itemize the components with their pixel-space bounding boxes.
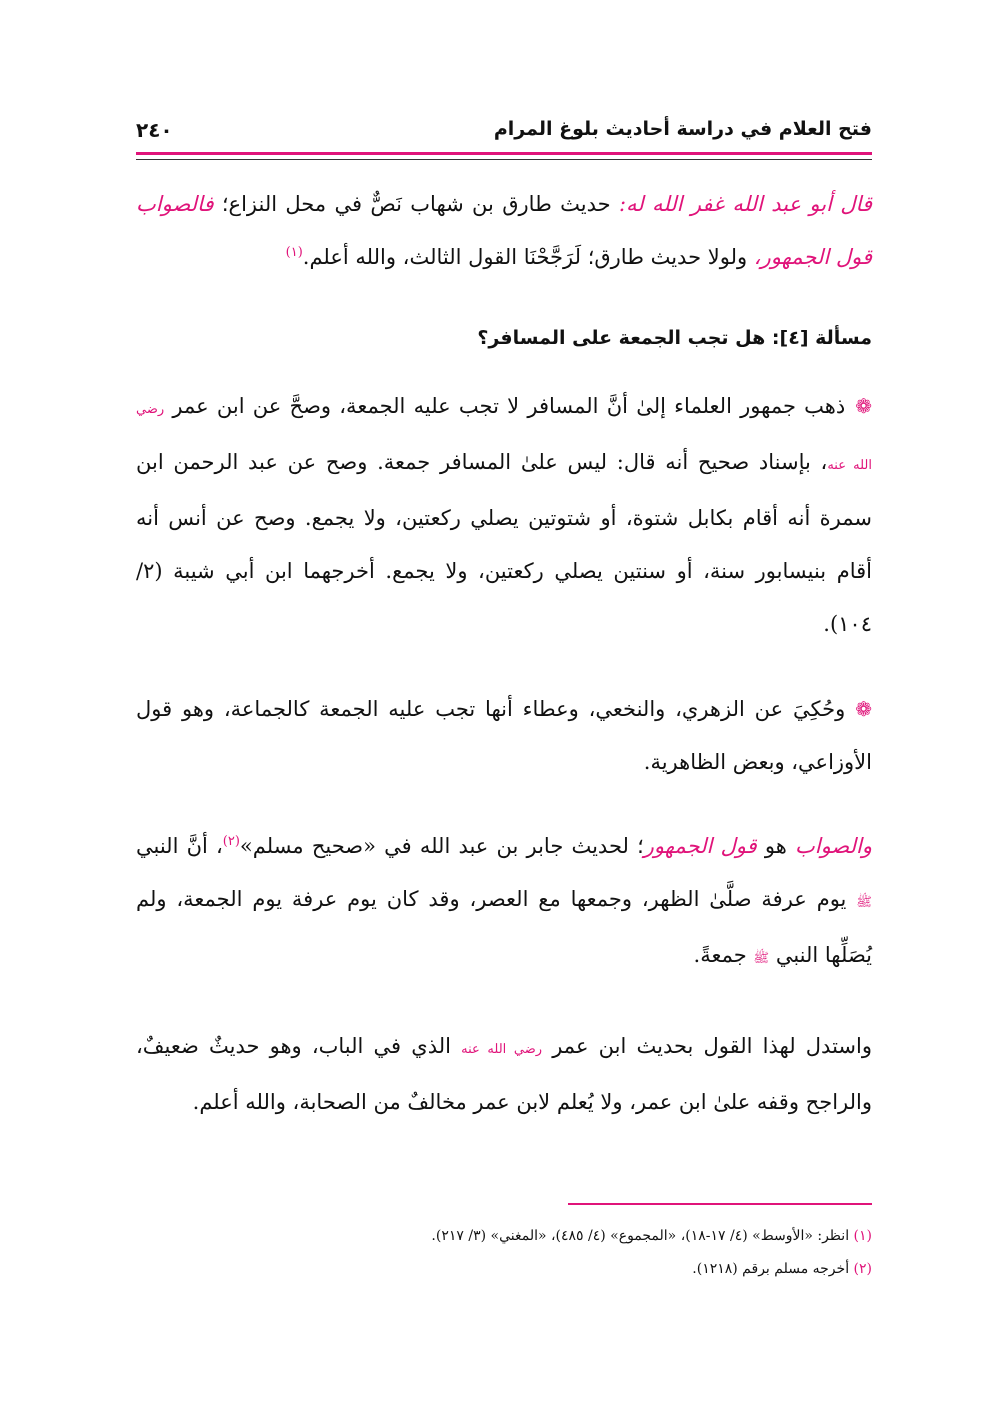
- p4-text-3: ، أنَّ النبي: [136, 834, 223, 858]
- honorific-radiallahu: رضي الله عنه: [461, 1042, 543, 1057]
- running-header: [136, 118, 872, 152]
- p3-text: وحُكِيَ عن الزهري، والنخعي، وعطاء أنها تجب عليه الجمعة كالجماعة، وهو قول الأوزاعي، وبعض الظاهرية.: [136, 697, 872, 774]
- footnote-number: (١): [853, 1228, 872, 1244]
- p4-text-4: يوم عرفة صلَّىٰ الظهر، وجمعها مع العصر، وقد كان يوم عرفة يوم الجمعة، ولم يُصَلِّها النبي: [136, 887, 872, 967]
- footnote-separator: [568, 1203, 872, 1205]
- footnote-ref-1[interactable]: (١): [285, 245, 303, 260]
- header-rule-thick: [136, 152, 872, 155]
- p4-highlight-1: والصواب: [794, 834, 873, 858]
- paragraph-majority-view: [136, 380, 872, 651]
- paragraph-correct-view: [136, 820, 872, 985]
- p1-highlight: فالصواب قول الجمهور،: [136, 192, 872, 269]
- p1-text-2: ولولا حديث طارق؛ لَرَجَّحْنَا القول الثالث، والله أعلم.: [302, 245, 748, 269]
- paragraph-author-opinion: [136, 178, 872, 284]
- p5-text-a: واستدل لهذا القول بحديث ابن عمر: [552, 1034, 872, 1058]
- p4-text-2: ؛ لحديث جابر بن عبد الله في «صحيح مسلم»: [239, 834, 644, 858]
- footnote-2: [136, 1258, 872, 1280]
- paragraph-evidence: [136, 1020, 872, 1129]
- honorific-salallahu: ﷺ: [753, 951, 770, 966]
- p2-text-b: ، بإسناد صحيح أنه قال: ليس علىٰ المسافر جمعة. وصح عن عبد الرحمن ابن سمرة أنه أقام بكابل شتوة، أو شتوتين يصلي ركعتين، ولا يجمع. وصح عن أنس أنه أقام بنيسابور سنة، أو سنتين يصلي ركعتين، ولا يجمع. أخرجهما ابن أبي شيبة (٢/ ١٠٤).: [136, 450, 872, 636]
- p2-text-a: ذهب جمهور العلماء إلىٰ أنَّ المسافر لا تجب عليه الجمعة، وصحَّ عن ابن عمر: [172, 394, 846, 418]
- footnote-text: انظر: «الأوسط» (٤/ ١٧-١٨)، «المجموع» (٤/ ٤٨٥)، «المغني» (٣/ ٢١٧).: [431, 1228, 850, 1244]
- flower-bullet-icon: ❁: [855, 697, 872, 721]
- flower-bullet-icon: ❁: [855, 394, 872, 418]
- footnote-number: (٢): [853, 1261, 872, 1277]
- honorific-salallahu: ﷺ: [856, 895, 872, 910]
- footnote-1: [136, 1225, 872, 1247]
- author-speaker: قال أبو عبد الله غفر الله له:: [618, 192, 872, 216]
- book-title: فتح العلام في دراسة أحاديث بلوغ المرام: [493, 118, 872, 140]
- page-number: ٢٤٠: [136, 118, 173, 142]
- footnote-ref-2[interactable]: (٢): [222, 834, 240, 849]
- header-rule-thin: [136, 159, 872, 160]
- p4-highlight-2: قول الجمهور: [643, 834, 757, 858]
- paragraph-other-view: [136, 683, 872, 789]
- p1-text-1: حديث طارق بن شهاب نَصٌّ في محل النزاع؛: [221, 192, 611, 216]
- footnote-text: أخرجه مسلم برقم (١٢١٨).: [692, 1261, 850, 1277]
- p5-text-b: الذي في الباب، وهو حديثٌ ضعيفٌ، والراجح وقفه علىٰ ابن عمر، ولا يُعلم لابن عمر مخالفٌ من الصحابة، والله أعلم.: [136, 1034, 872, 1114]
- honorific-radiallahu: رضي الله عنه: [136, 402, 872, 473]
- p4-text-1: هو: [764, 834, 787, 858]
- p4-text-5: جمعةً.: [693, 943, 747, 967]
- issue-heading: مسألة [٤]: هل تجب الجمعة على المسافر؟: [477, 327, 872, 349]
